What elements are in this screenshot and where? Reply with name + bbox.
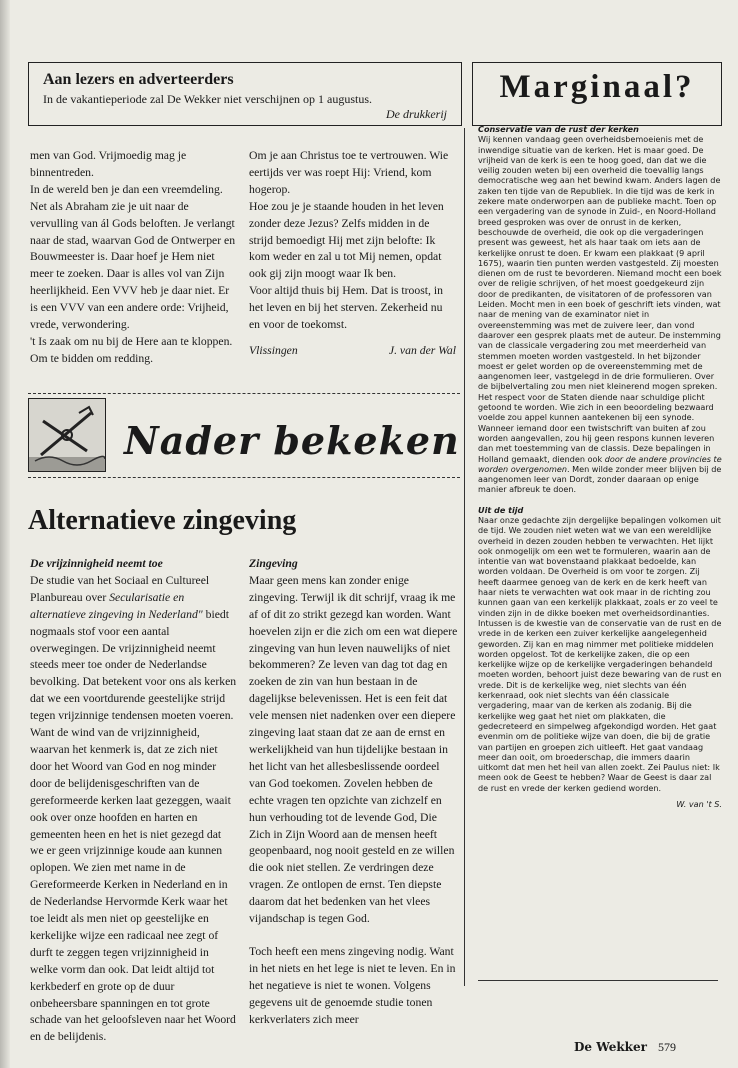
notice-box	[28, 62, 462, 126]
letter-paragraph: 't Is zaak om nu bij de Here aan te kloppen. Om te bidden om redding.	[30, 334, 233, 365]
section-illustration	[28, 398, 106, 472]
letter-paragraph: men van God. Vrijmoedig mag je binnentreden.	[30, 149, 187, 179]
page-edge-shadow	[0, 0, 10, 1068]
anchor-cross-icon	[29, 399, 105, 471]
section-rule-top	[28, 393, 460, 394]
letter-column-1	[30, 148, 238, 368]
letter-column-2	[249, 148, 456, 334]
article-paragraph: Maar geen mens kan zonder enige zingeving. Terwijl ik dit schrijf, vraag ik me af of dit zo strikt gezegd kan worden. Want hoevelen zijn er die zich om een wat diepere zingeving van hun leven nauwelijks of niet bekommeren? Ze leven van dag tot dag en zoeken de zin van hun bestaan in de dagelijkse belevenissen. Het is een feit dat vele mensen niet nadenken over een diepere zingeving laat staan dat ze aan de ernst en werkelijkheid van hun tijdelijke bestaan in het licht van het allesbeslissende oordeel van God toekomen. Zovelen hebben de echte vragen ten opzichte van zichzelf en hun verhouding tot de levende God, Die Zich in Zijn Woord aan de mensen heeft geopenbaard, nog nooit gesteld en ze willen die ook niet stellen. Ze verdringen deze vragen. Ze ontlopen de ernst. Ten diepste daarom dat het bedenken van het vlees vijandschap is tegen God.	[249, 573, 458, 926]
column-divider	[464, 128, 465, 986]
article-paragraph: De studie van het Sociaal en Cultureel Planbureau over Secularisatie en alternatieve zingeving in Nederland" biedt nogmaals stof voor een aantal overwegingen. De vrijzinnigheid neemt steeds meer toe onder de Nederlandse bevolking. Dat betekent voor ons als kerken dat we een voortdurende geestelijke strijd tegen vrijzinnige tendensen moeten voeren. Want de wind van de vrijzinnigheid, waarvan het kenmerk is, dat ze zich niet door het Woord van God en nog minder door de belijdenisgeschriften van de gereformeerde kerken laat gezeggen, waait ook over onze hoofden en harten en gemeenten heen en het is niet gezegd dat we er geen vrijzinnige koude aan kunnen oplopen. We zien met name in de Gereformeerde Kerken in Nederland en in de Nederlandse Hervormde Kerk waar het toe leidt als men niet op geestelijke en kerkelijke wijze een radicaal nee zegt of durft te zeggen tegen vrijzinnigheid in welke vorm dan ook. Dat leidt altijd tot kerkbederf en grote op de duur onbeheersbare spanningen en tot grote schade van het geloofsleven naar het Woord en de belijdenis.	[30, 573, 237, 1044]
notice-title: Aan lezers en adverteerders	[43, 71, 234, 88]
letter-paragraph: Om je aan Christus toe te vertrouwen. Wie eertijds ver was roept Hij: Vriend, kom hogerop.	[249, 149, 449, 196]
article-subhead: De vrijzinnigheid neemt toe	[30, 557, 163, 570]
page-number: 579	[657, 1040, 676, 1054]
marginaal-paragraph: Wij kennen vandaag geen overheidsbemoeienis met de inwendige situatie van de kerken. Het is maar goed. De vrijheid van de kerk is een te hoog goed, dan dat we die veilig zouden weten bij een overheid die toevallig langs democratische weg aan het bewind kwam. Anders lagen de zaken ten tijde van de Republiek. In die tijd was de kerk in zekere mate onderworpen aan de publieke macht. Toen op een vergadering van de synode in Zuid-, en Noord-Holland breed gesproken was over de onrust in de kerken, beschouwde de overheid, die ook op die vergaderingen present was geweest, het als haar taak om iets aan de kerkelijke onrust te doen. Er kwam een plakkaat (9 april 1675), waarin tien punten werden vastgesteld. Zij moesten dienen om de rust te bevorderen. Niemand mocht een boek over de religie schrijven, of het moest goedgekeurd zijn door de predikanten, de visitatoren of de professoren van Leiden. Mocht men in een boek of geschrift iets vinden, wat naar de mening van de examinator niet in overeenstemming was met de zuivere leer, dan vond daarover een gesprek plaats met de auteur. De instemming van de classicale vergadering zou met meerderheid van stemmen moeten worden vastgesteld. In het bijzonder moest er gelet worden op de overeenstemming met de aangenomen leer, vastgelegd in de drie formulieren. Over de bijbelvertaling zou men niet kleinerend mogen spreken. Het respect voor de Staten diende naar schuldige plicht getoond te worden. Wie zich in een beoordeling bezwaard voelde zou appel kunnen aantekenen bij een synode. Wanneer iemand door een twistschrift van buiten af zou worden aangevallen, zou hij geen respons kunnen leveren dan met toestemming van de classis. Deze bepalingen in Holland gemaakt, dienden ook door de andere provincies te worden overgenomen. Men wilde zonder meer blijven bij de aangenomen leer van Dordt, zonder daaraan op enige manier afbreuk te doen.	[478, 134, 722, 495]
letter-author: J. van der Wal	[388, 344, 456, 357]
marginaal-column	[478, 124, 722, 809]
section-title: Nader bekeken	[124, 418, 460, 463]
letter-paragraph: Hoe zou je je staande houden in het leven zonder deze Jezus? Zelfs midden in de strijd bemoedigt Hij met zijn belofte: Ik kom weder en zal u tot Mij nemen, opdat ook gij zijn moogt waar Ik ben.	[249, 199, 444, 281]
marginaal-title: Marginaal?	[499, 69, 695, 105]
marginaal-subhead: Uit de tijd	[478, 504, 524, 515]
letter-place: Vlissingen	[249, 344, 298, 357]
notice-body: In de vakantieperiode zal De Wekker niet verschijnen op 1 augustus.	[43, 92, 373, 106]
marginaal-header	[472, 62, 722, 126]
section-rule-bottom	[28, 477, 460, 478]
notice-signature: De drukkerij	[386, 107, 447, 121]
letter-paragraph: In de wereld ben je dan een vreemdeling. Net als Abraham zie je uit naar de vervulling van ál Gods beloften. Je verlangt naar de stad, waarvan God de Ontwerper en Bouwmeester is. Daar hoef je Hem niet meer te zoeken. Daar is alles vol van Zijn heerlijkheid. Een VVV heb je daar niet. Er is een VVV van een andere orde: Vrijheid, vrede, verwondering.	[30, 182, 236, 332]
article-subhead: Zingeving	[249, 557, 298, 570]
page-footer	[574, 1040, 676, 1055]
article-headline: Alternatieve zingeving	[28, 505, 297, 536]
footer-brand: De Wekker	[574, 1040, 647, 1054]
marginaal-paragraph: Naar onze gedachte zijn dergelijke bepalingen volkomen uit de tijd. We zouden niet weten wat we van een wereldlijke overheid in dezen zouden hebben te verwachten. Het lijkt ook onmogelijk om een wet te formuleren, waarin aan de intentie van wat bovenstaand plakkaat bedoelde, kan worden voldaan. De Overheid is om voor te zorgen. Zij heeft daarmee genoeg van de kerk en de kerk heeft van haar niets te verwachten wat ook maar in de richting zou kunnen gaan van een kerkelijk plakkaat, zoals er zo veel te vinden zijn in de dikke boeken met overheidsordinanties. Intussen is de kwestie van de conservatie van de rust en de vrede in de kerken een zuiver kerkelijke aangelegenheid geworden. Zij kan en mag nimmer met politieke middelen worden opgelost. Tot de kerkelijke zaken, die op een kerkelijke wijze op de kerkelijke vergaderingen behandeld moeten worden, behoort juist deze bewaring van de rust en vrede. Dit is de kerkelijke weg, niet slechts van één kerkenraad, ook niet slechts van één classicale vergadering, maar van de kerken als zodanig. Bij die kerkelijke weg gaat het niet om plakkaten, die gedecreteerd en simpelweg afgekondigd worden. Het gaat evenmin om de politieke wijze van doen, die bij de gratie van partijen en groepen zich uitleeft. Het gaat vandaag meer dan ooit, om broederschap, die immers daarin uitkomt dat men het heil van allen zoekt. Zei Paulus niet: Ik meen ook de Geest te hebben? Waar de Geest is daar zal de rust en vrede der kerken gediend worden.	[478, 514, 722, 793]
letter-paragraph: Voor altijd thuis bij Hem. Dat is troost, in het leven en bij het sterven. Zekerheid nu en voor de toekomst.	[249, 284, 443, 332]
marginaal-signature: W. van 't S.	[676, 799, 722, 809]
article-paragraph: Toch heeft een mens zingeving nodig. Want in het niets en het lege is niet te leven. En in het negatieve is niet te wonen. Volgens gegevens uit de genoemde studie tonen kerkverlaters zich meer	[249, 944, 456, 1026]
article-column-2	[249, 556, 459, 1028]
marginaal-subhead: Conservatie van de rust der kerken	[478, 124, 639, 134]
marginaal-end-rule	[478, 980, 718, 981]
article-column-1	[30, 556, 237, 1046]
letter-signoff	[249, 343, 456, 360]
